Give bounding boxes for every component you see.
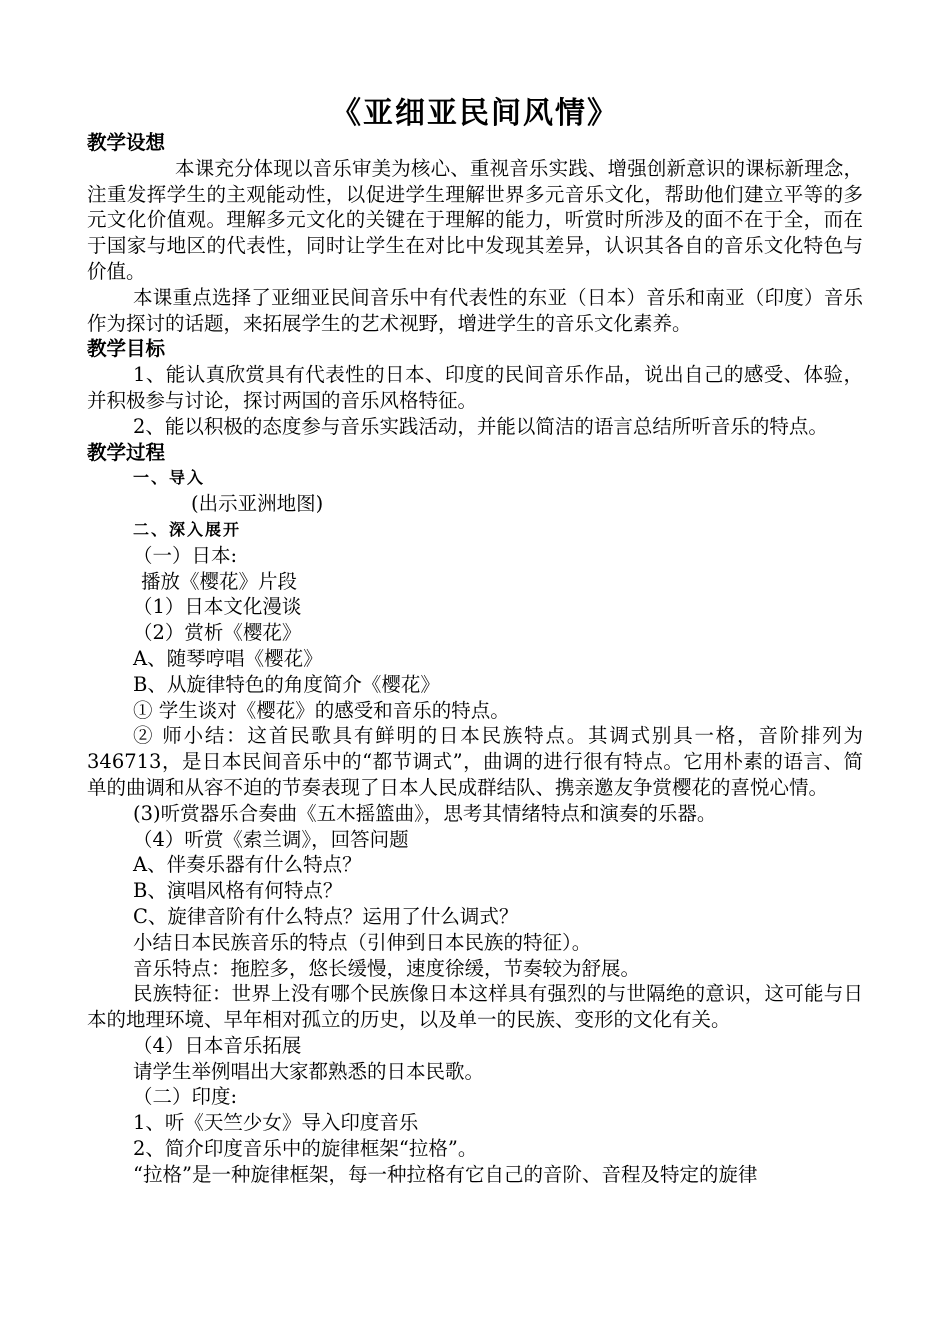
- teacher-summary: ② 师小结：这首民歌具有鲜明的日本民族特点。其调式别具一格，音阶排列为346713，是日本民间音乐中的“都节调式”，曲调的进行很有特点。它用朴素的语言、简单的曲调和从容不迫的节奏表现了日本人民成群结队、携亲邀友争赏樱花的喜悦心情。: [87, 724, 863, 799]
- paragraph-design-1: 本课充分体现以音乐审美为核心、重视音乐实践、增强创新意识的课标新理念，注重发挥学生的主观能动性，以促进学生理解世界多元音乐文化，帮助他们建立平等的多元文化价值观。理解多元文化的关键在于理解的能力，听赏时所涉及的面不在于全，而在于国家与地区的代表性，同时让学生在对比中发现其差异，认识其各自的音乐文化特色与价值。: [87, 156, 863, 283]
- heading-design: 教学设想: [87, 131, 166, 154]
- ethnic-features: 民族特征：世界上没有哪个民族像日本这样具有强烈的与世隔绝的意识，这可能与日本的地理环境、早年相对孤立的历史，以及单一的民族、变形的文化有关。: [87, 982, 863, 1032]
- process-line: ① 学生谈对《樱花》的感受和音乐的特点。: [133, 698, 510, 722]
- subheading-develop: 二、深入展开: [133, 519, 242, 539]
- process-line: （二）印度:: [133, 1085, 238, 1109]
- goal-1: 1、能认真欣赏具有代表性的日本、印度的民间音乐作品，说出自己的感受、体验，并积极参与讨论，探讨两国的音乐风格特征。: [87, 363, 863, 412]
- raga-description: “拉格”是一种旋律框架，每一种拉格有它自己的音阶、音程及特定的旋律: [133, 1162, 758, 1186]
- process-line: 小结日本民族音乐的特点（引伸到日本民族的特征）。: [133, 930, 592, 954]
- heading-goals: 教学目标: [87, 337, 166, 361]
- process-line: 请学生举例唱出大家都熟悉的日本民歌。: [133, 1059, 485, 1083]
- process-line: （2）赏析《樱花》: [133, 621, 302, 645]
- goal-2: 2、能以积极的态度参与音乐实践活动，并能以简洁的语言总结所听音乐的特点。: [133, 414, 828, 438]
- intro-note: (出示亚洲地图): [191, 492, 324, 516]
- document-title: 《亚细亚民间风情》: [331, 96, 619, 131]
- process-line: 播放《樱花》片段: [141, 569, 298, 593]
- process-line: （4）听赏《索兰调》，回答问题: [133, 827, 409, 851]
- process-line: C、旋律音阶有什么特点？运用了什么调式？: [133, 904, 519, 928]
- subheading-intro: 一、导入: [133, 468, 206, 488]
- process-line: （一）日本:: [133, 543, 238, 567]
- process-line: （1）日本文化漫谈: [133, 595, 302, 619]
- document-body: [87, 130, 863, 1188]
- process-line: B、演唱风格有何特点？: [133, 879, 343, 903]
- process-line: A、伴奏乐器有什么特点？: [133, 853, 362, 877]
- process-line: A、随琴哼唱《樱花》: [133, 646, 323, 670]
- process-line: (3)听赏器乐合奏曲《五木摇篮曲》，思考其情绪特点和演奏的乐器。: [133, 801, 717, 825]
- heading-process: 教学过程: [87, 440, 166, 464]
- process-line: 2、简介印度音乐中的旋律框架“拉格”。: [133, 1137, 478, 1161]
- process-line: B、从旋律特色的角度简介《樱花》: [133, 672, 440, 696]
- process-line: （4）日本音乐拓展: [133, 1033, 302, 1057]
- process-line: 音乐特点：拖腔多，悠长缓慢，速度徐缓，节奏较为舒展。: [133, 956, 641, 980]
- paragraph-design-2: 本课重点选择了亚细亚民间音乐中有代表性的东亚（日本）音乐和南亚（印度）音乐作为探讨的话题，来拓展学生的艺术视野，增进学生的音乐文化素养。: [87, 285, 863, 335]
- process-line: 1、听《天竺少女》导入印度音乐: [133, 1111, 419, 1135]
